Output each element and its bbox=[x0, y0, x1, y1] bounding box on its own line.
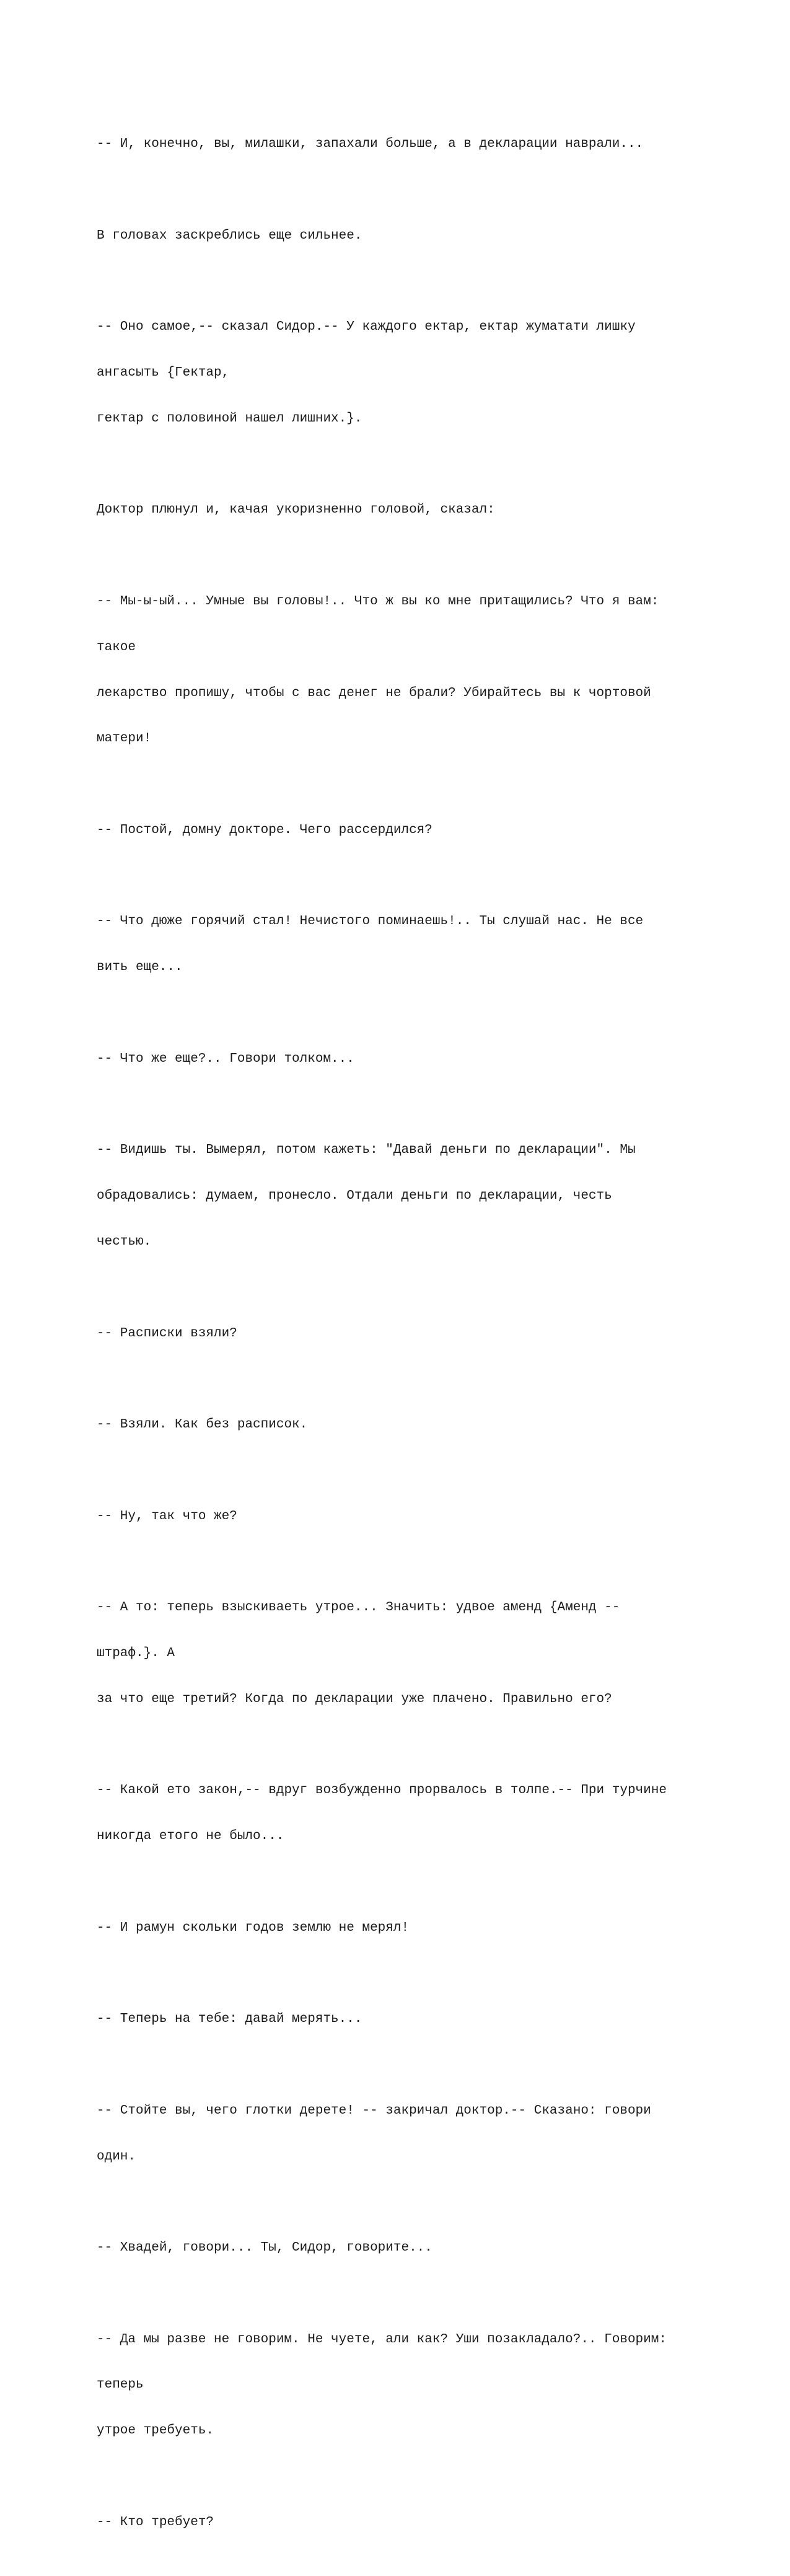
paragraph bbox=[97, 884, 716, 1006]
text-line: Доктор плюнул и, качая укоризненно головой, сказал: bbox=[97, 503, 495, 518]
text-line: матери! bbox=[97, 731, 152, 746]
text-line: -- Какой ето закон,-- вдруг возбужденно прорвалось в толпе.-- При турчине bbox=[97, 1783, 667, 1798]
paragraph bbox=[97, 1387, 716, 1463]
text-line: лекарство пропишу, чтобы с вас денег не брали? Убирайтесь вы к чортовой bbox=[97, 686, 651, 700]
text-line: теперь bbox=[97, 2378, 144, 2393]
paragraph bbox=[97, 2302, 716, 2470]
text-line: -- Да мы разве не говорим. Не чуете, али как? Уши позакладало?.. Говорим: bbox=[97, 2332, 667, 2347]
text-line: вить еще... bbox=[97, 960, 183, 975]
text-line: -- Стойте вы, чего глотки дерете! -- закричал доктор.-- Сказано: говори bbox=[97, 2103, 651, 2118]
paragraph bbox=[97, 198, 716, 275]
text-line: -- И рамун скольки годов землю не мерял! bbox=[97, 1920, 410, 1935]
paragraph bbox=[97, 472, 716, 549]
text-line: -- Оно самое,-- сказал Сидор.-- У каждого ектар, ектар жуматати лишку bbox=[97, 320, 636, 335]
paragraph bbox=[97, 564, 716, 777]
text-line: -- Мы-ы-ый... Умные вы головы!.. Что ж вы ко мне притащились? Что я вам: bbox=[97, 594, 659, 609]
text-line: ангасыть {Гектар, bbox=[97, 366, 230, 381]
paragraph bbox=[97, 1295, 716, 1372]
text-line: штраф.}. А bbox=[97, 1646, 175, 1661]
paragraph bbox=[97, 289, 716, 457]
paragraph bbox=[97, 793, 716, 869]
text-line: утрое требуеть. bbox=[97, 2424, 214, 2438]
paragraph bbox=[97, 1753, 716, 1875]
text-line: -- Теперь на тебе: давай мерять... bbox=[97, 2012, 362, 2027]
paragraph bbox=[97, 2485, 716, 2561]
paragraph bbox=[97, 1021, 716, 1098]
document-text bbox=[97, 107, 716, 2576]
text-line: за что еще третий? Когда по декларации уже плачено. Правильно его? bbox=[97, 1692, 612, 1706]
text-line: -- И, конечно, вы, милашки, запахали больше, а в декларации наврали... bbox=[97, 137, 644, 152]
paragraph bbox=[97, 1113, 716, 1281]
text-line: такое bbox=[97, 640, 136, 655]
text-line: -- Что же еще?.. Говори толком... bbox=[97, 1051, 354, 1066]
text-line: гектар с половиной нашел лишних.}. bbox=[97, 411, 362, 426]
text-line: один. bbox=[97, 2149, 136, 2164]
text-line: -- Кто требует? bbox=[97, 2515, 214, 2530]
paragraph bbox=[97, 2073, 716, 2195]
paragraph bbox=[97, 1478, 716, 1555]
text-line: -- Взяли. Как без расписок. bbox=[97, 1418, 308, 1432]
paragraph bbox=[97, 1982, 716, 2058]
paragraph bbox=[97, 107, 716, 183]
text-line: -- Расписки взяли? bbox=[97, 1326, 237, 1341]
text-line: -- Ну, так что же? bbox=[97, 1509, 237, 1524]
text-line: -- Что дюже горячий стал! Нечистого поминаешь!.. Ты слушай нас. Не все bbox=[97, 914, 644, 929]
paragraph bbox=[97, 1570, 716, 1738]
text-line: обрадовались: думаем, пронесло. Отдали деньги по декларации, честь bbox=[97, 1189, 612, 1204]
text-line: -- Хвадей, говори... Ты, Сидор, говорите... bbox=[97, 2241, 432, 2256]
text-line: честью. bbox=[97, 1234, 152, 1249]
text-line: В головах заскреблись еще сильнее. bbox=[97, 228, 362, 243]
text-line: никогда етого не было... bbox=[97, 1829, 284, 1844]
text-line: -- Постой, домну докторе. Чего рассердился? bbox=[97, 823, 432, 837]
paragraph bbox=[97, 1890, 716, 1966]
paragraph bbox=[97, 2210, 716, 2287]
text-line: -- Видишь ты. Вымерял, потом кажеть: "Давай деньги по декларации". Мы bbox=[97, 1143, 636, 1158]
text-line: -- А то: теперь взыскиваеть утрое... Значить: удвое аменд {Аменд -- bbox=[97, 1600, 620, 1615]
